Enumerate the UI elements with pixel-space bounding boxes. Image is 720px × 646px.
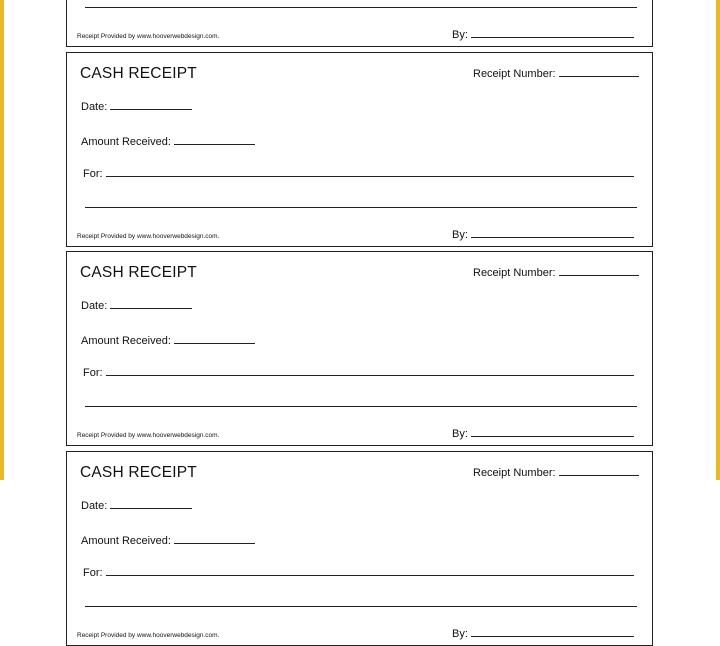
receipt-footer: Receipt Provided by www.hooverwebdesign.com.	[77, 632, 220, 639]
date-blank[interactable]	[110, 99, 192, 110]
date-label: Date:	[81, 300, 108, 312]
receipt-number-label: Receipt Number:	[473, 267, 556, 279]
receipt-number-field[interactable]	[473, 66, 639, 80]
by-field[interactable]	[452, 426, 634, 440]
for-blank[interactable]	[106, 365, 634, 376]
cash-receipt-form	[66, 0, 653, 47]
receipt-footer: Receipt Provided by www.hooverwebdesign.com.	[77, 432, 220, 439]
by-label: By:	[452, 628, 468, 640]
for-continuation-line[interactable]	[85, 606, 637, 607]
amount-received-field[interactable]	[81, 333, 255, 347]
receipt-footer: Receipt Provided by www.hooverwebdesign.com.	[77, 33, 220, 40]
for-field[interactable]	[83, 565, 634, 579]
for-label: For:	[83, 367, 103, 379]
amount-received-label: Amount Received:	[81, 335, 171, 347]
amount-received-blank[interactable]	[174, 533, 255, 544]
amount-received-field[interactable]	[81, 533, 255, 547]
for-field[interactable]	[83, 166, 634, 180]
by-blank[interactable]	[471, 626, 634, 637]
receipt-title: CASH RECEIPT	[80, 264, 197, 281]
date-label: Date:	[81, 500, 108, 512]
by-blank[interactable]	[471, 426, 634, 437]
amount-received-field[interactable]	[81, 134, 255, 148]
date-blank[interactable]	[110, 498, 192, 509]
by-field[interactable]	[452, 227, 634, 241]
for-blank[interactable]	[106, 166, 634, 177]
by-blank[interactable]	[471, 27, 634, 38]
date-label: Date:	[81, 101, 108, 113]
receipt-number-blank[interactable]	[559, 465, 639, 476]
by-label: By:	[452, 29, 468, 41]
by-label: By:	[452, 428, 468, 440]
date-field[interactable]	[81, 99, 192, 113]
receipt-title: CASH RECEIPT	[80, 65, 197, 82]
receipt-number-field[interactable]	[473, 465, 639, 479]
amount-received-label: Amount Received:	[81, 535, 171, 547]
receipt-footer: Receipt Provided by www.hooverwebdesign.com.	[77, 233, 220, 240]
receipt-number-field[interactable]	[473, 265, 639, 279]
date-field[interactable]	[81, 498, 192, 512]
for-continuation-line[interactable]	[85, 207, 637, 208]
receipt-number-label: Receipt Number:	[473, 68, 556, 80]
for-field[interactable]	[83, 365, 634, 379]
receipt-title: CASH RECEIPT	[80, 464, 197, 481]
receipt-number-blank[interactable]	[559, 265, 639, 276]
for-blank[interactable]	[106, 565, 634, 576]
amount-received-label: Amount Received:	[81, 136, 171, 148]
receipt-number-label: Receipt Number:	[473, 467, 556, 479]
by-field[interactable]	[452, 27, 634, 41]
cash-receipt-form	[66, 52, 653, 247]
receipt-number-blank[interactable]	[559, 66, 639, 77]
cash-receipt-form	[66, 451, 653, 646]
for-continuation-line[interactable]	[85, 7, 637, 8]
for-continuation-line[interactable]	[85, 406, 637, 407]
for-label: For:	[83, 168, 103, 180]
cash-receipt-form	[66, 251, 653, 446]
date-field[interactable]	[81, 298, 192, 312]
by-blank[interactable]	[471, 227, 634, 238]
amount-received-blank[interactable]	[174, 134, 255, 145]
for-label: For:	[83, 567, 103, 579]
amount-received-blank[interactable]	[174, 333, 255, 344]
by-field[interactable]	[452, 626, 634, 640]
by-label: By:	[452, 229, 468, 241]
date-blank[interactable]	[110, 298, 192, 309]
